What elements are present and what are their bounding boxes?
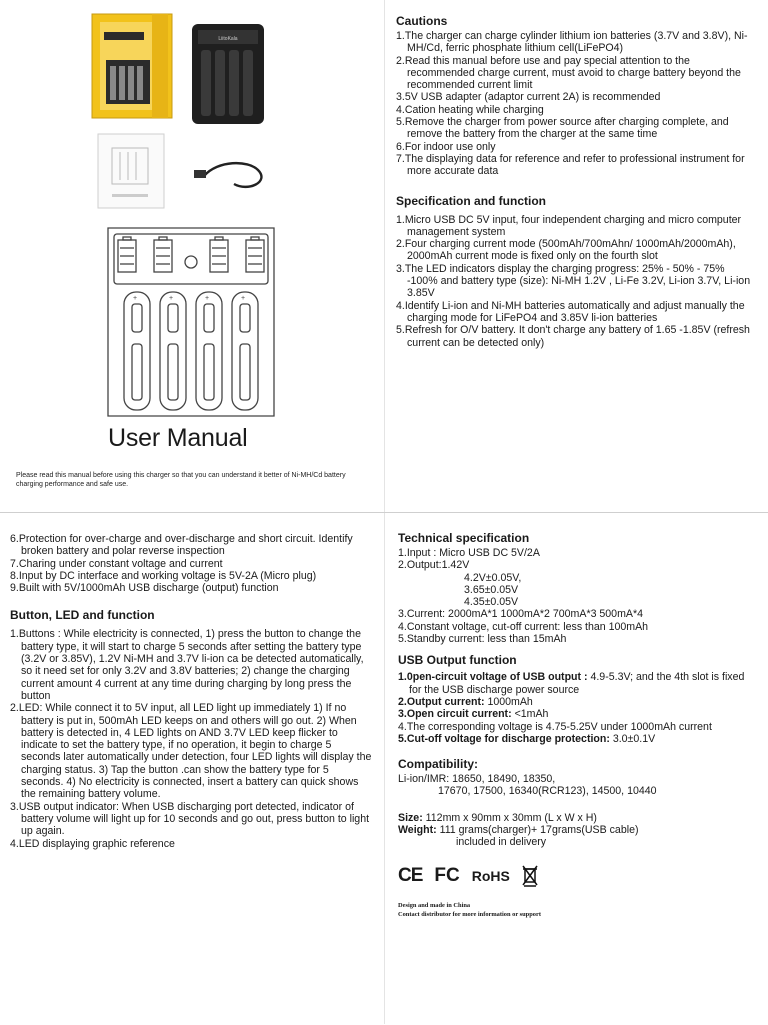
usb-output-title: USB Output function xyxy=(398,653,517,668)
usb-output-item: 2.Output current: 1000mAh xyxy=(398,695,533,708)
svg-text:+: + xyxy=(241,295,246,302)
charger-diagram xyxy=(104,220,278,420)
svg-text:+: + xyxy=(205,295,210,302)
features-list xyxy=(10,533,372,594)
spec-function-list xyxy=(396,214,756,349)
caution-item: 6.For indoor use only xyxy=(396,140,496,153)
spec-function-title: Specification and function xyxy=(396,193,547,208)
fcc-mark: FC xyxy=(434,864,460,886)
battery-slots xyxy=(124,292,258,410)
tech-output-value: 1.42V xyxy=(441,559,470,572)
caution-item: 5.Remove the charger from power source after charging complete, and remove the battery from the charger at the same time xyxy=(396,116,729,141)
caution-item: 4.Cation heating while charging xyxy=(396,103,544,116)
footer-line: Contact distributor for more information or support xyxy=(398,910,541,918)
svg-text:+: + xyxy=(169,295,174,302)
intro-note: Please read this manual before using this charger so that you can understand it better of Ni-MH/Cd battery charging performance and safe use. xyxy=(16,472,346,488)
charger-image xyxy=(192,24,264,124)
caution-item: 3.5V USB adapter (adaptor current 2A) is recommended xyxy=(396,91,661,104)
svg-text:+: + xyxy=(133,295,138,302)
compat-line: Li-ion/IMR: 18650, 18490, 18350, xyxy=(398,773,556,786)
button-led-item: 2.LED: While connect it to 5V input, all LED light up immediately 1) If no battery is put in, 500mAh LED keeps on and others will go out. 2) When battery is detected in, 4 LED lights on AND 3.7V LED keep flicker to indicate to set the battery type, if no operation, it begin to charge 5 seconds later automatically under detection, four LED lights will display the charging status. 3) Tap the button .can show the battery type for 5 seconds. 4) No electricity is connected, insert a battery can quick shows the remaining battery volume. xyxy=(10,702,372,801)
usb-output-item: 1.0pen-circuit voltage of USB output : 4.9-5.3V; and the 4th slot is fixed for the USB discharge power source xyxy=(398,671,745,696)
size-line: Size: 112mm x 90mm x 30mm (L x W x H) xyxy=(398,811,597,824)
manual-leaflet-image xyxy=(98,134,164,208)
tech-constant: 4.Constant voltage, cut-off current: less than 100mAh xyxy=(398,620,649,633)
charger-brand: LiitoKala xyxy=(218,36,238,42)
weee-bin-icon xyxy=(522,865,538,887)
top-right-column xyxy=(396,14,756,349)
top-half xyxy=(0,0,768,512)
bottom-right-column xyxy=(398,531,758,919)
spec-item: 4.Identify Li-ion and Ni-MH batteries automatically and adjust manually the charging mode for LiFePO4 and 3.85V li-ion batteries xyxy=(396,299,745,324)
ce-mark: CE xyxy=(398,864,423,886)
tech-spec-block xyxy=(398,547,758,645)
cautions-title: Cautions xyxy=(396,14,448,28)
tech-output-value: 4.35±0.05V xyxy=(464,596,519,609)
retail-box-image xyxy=(92,14,172,118)
tech-output-value: 4.2V±0.05V, xyxy=(464,571,522,584)
tech-standby: 5.Standby current: less than 15mAh xyxy=(398,633,567,646)
spec-item: 2.Four charging current mode (500mAh/700mAhn/ 1000mAh/2000mAh), 2000mAh current mode is fixed only on the fourth slot xyxy=(396,238,736,263)
weight-line: Weight: 111 grams(charger)+ 17grams(USB cable) xyxy=(398,824,639,837)
feature-item: 9.Built with 5V/1000mAh USB discharge (output) function xyxy=(10,582,279,595)
certification-marks xyxy=(398,865,758,887)
caution-item: 7.The displaying data for reference and refer to professional instrument for more accurate data xyxy=(396,152,745,178)
caution-item: 2.Read this manual before use and pay special attention to the recommended charge current, must avoid to charge battery beyond the recommended current limit xyxy=(396,54,741,92)
usb-output-item: 4.The corresponding voltage is 4.75-5.25V under 1000mAh current xyxy=(398,720,712,733)
usb-cable-image xyxy=(194,163,261,187)
spec-item: 3.The LED indicators display the charging progress: 25% - 50% - 75% -100% and battery type (size): Ni-MH 1.2V , Li-Fe 3.2V, Li-ion 3.7V, Li-ion 3.85V xyxy=(396,262,751,300)
compat-title: Compatibility: xyxy=(398,757,478,772)
bottom-half xyxy=(0,512,768,1025)
button-led-list xyxy=(10,628,372,849)
usb-output-item: 3.Open circuit current: <1mAh xyxy=(398,708,549,721)
usb-output-list xyxy=(398,671,758,745)
manual-title: User Manual xyxy=(108,424,248,452)
weight-line-2: included in delivery xyxy=(456,836,547,849)
tech-output-value: 3.65±0.05V xyxy=(464,583,519,596)
spec-item: 5.Refresh for O/V battery. It don't charge any battery of 1.65 -1.85V (refresh current can be detected only) xyxy=(396,324,750,349)
compat-line: 17670, 17500, 16340(RCR123), 14500, 10440 xyxy=(438,785,657,798)
feature-item: 8.Input by DC interface and working voltage is 5V-2A (Micro plug) xyxy=(10,569,317,582)
button-led-item: 1.Buttons : While electricity is connected, 1) press the button to change the battery type, it will start to charge 5 seconds after setting the battery type (3.2V or 3.85V), 1.2V Ni-MH and 3.7V li-ion ca be detected automatically, so it need set for only 3.2V and 3.8V batteries; 2) change the charging current amount 4 current at any time during charging by long press the button xyxy=(10,628,364,702)
rohs-mark: RoHS xyxy=(471,867,510,884)
caution-item: 1.The charger can charge cylinder lithium ion batteries (3.7V and 3.8V), Ni-MH/Cd, ferric phosphate lithium cell(LiFePO4) xyxy=(396,30,748,55)
tech-spec-title: Technical specification xyxy=(398,531,530,545)
button-led-item: 4.LED displaying graphic reference xyxy=(10,837,175,850)
tech-current: 3.Current: 2000mA*1 1000mA*2 700mA*3 500mA*4 xyxy=(398,608,643,621)
feature-item: 7.Charing under constant voltage and current xyxy=(10,557,223,570)
footer-line: Design and made in China xyxy=(398,901,471,909)
tech-input: 1.Input : Micro USB DC 5V/2A xyxy=(398,547,540,559)
usb-output-item: 5.Cut-off voltage for discharge protection: 3.0±0.1V xyxy=(398,732,656,745)
spec-item: 1.Micro USB DC 5V input, four independent charging and micro computer management system xyxy=(396,213,742,238)
feature-item: 6.Protection for over-charge and over-discharge and short circuit. Identify broken battery and polar reverse inspection xyxy=(10,533,353,558)
button-led-title: Button, LED and function xyxy=(10,608,155,623)
tech-output-label: 2.Output: xyxy=(398,559,442,572)
button-led-item: 3.USB output indicator: When USB discharging port detected, indicator of battery volume will light up for 10 seconds and go out, press button to light up again. xyxy=(10,800,370,838)
led-indicators xyxy=(118,237,264,272)
cautions-list xyxy=(396,30,756,178)
bottom-left-column xyxy=(10,533,372,850)
product-photos xyxy=(88,10,288,215)
